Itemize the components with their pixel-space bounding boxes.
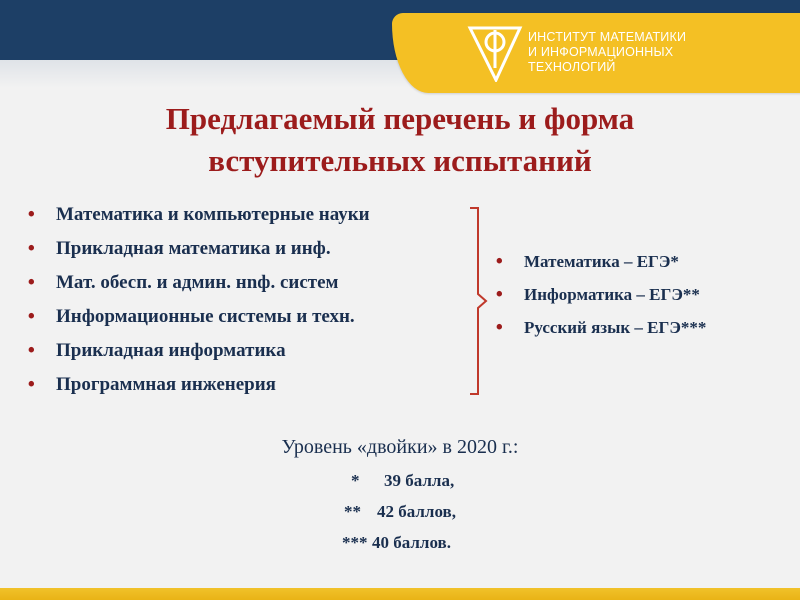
threshold-value: 39 балла, xyxy=(384,471,455,490)
grouping-bracket xyxy=(468,206,494,396)
bullet-icon: • xyxy=(28,238,35,259)
programs-list xyxy=(28,198,370,402)
exams-list xyxy=(496,245,706,344)
institute-name xyxy=(528,30,738,75)
program-label: Программная инженерия xyxy=(56,374,276,395)
exam-label: Информатика – ЕГЭ** xyxy=(524,285,700,304)
exam-label: Математика – ЕГЭ* xyxy=(524,252,679,271)
bullet-icon: • xyxy=(496,317,503,338)
slide-title-line-2: вступительных испытаний xyxy=(208,143,592,178)
program-label: Информационные системы и техн. xyxy=(56,306,355,327)
slide-title-line-1: Предлагаемый перечень и форма xyxy=(165,101,635,136)
institute-logo-icon xyxy=(464,22,526,82)
program-item xyxy=(28,334,370,368)
threshold-mark: ** xyxy=(344,502,361,521)
program-label: Математика и компьютерные науки xyxy=(56,204,370,225)
exam-item xyxy=(496,245,706,278)
bullet-icon: • xyxy=(496,251,503,272)
program-label: Прикладная информатика xyxy=(56,340,286,361)
program-label: Прикладная математика и инф. xyxy=(56,238,331,259)
program-label: Мат. обесп. и админ. нnф. систем xyxy=(56,272,339,293)
institute-name-line-3: ТЕХНОЛОГИЙ xyxy=(528,60,616,74)
threshold-heading: Уровень «двойки» в 2020 г.: xyxy=(281,436,519,458)
threshold-mark: *** xyxy=(342,533,368,552)
threshold-row xyxy=(342,532,451,554)
bullet-icon: • xyxy=(28,272,35,293)
slide-title xyxy=(60,98,740,182)
exam-item xyxy=(496,311,706,344)
program-item xyxy=(28,198,370,232)
bullet-icon: • xyxy=(28,204,35,225)
threshold-mark: * xyxy=(351,471,360,490)
bullet-icon: • xyxy=(28,306,35,327)
bullet-icon: • xyxy=(496,284,503,305)
exam-label: Русский язык – ЕГЭ*** xyxy=(524,318,707,337)
threshold-value: 40 баллов. xyxy=(372,533,451,552)
threshold-row xyxy=(344,501,456,523)
exam-item xyxy=(496,278,706,311)
institute-name-line-2: И ИНФОРМАЦИОННЫХ xyxy=(528,45,674,59)
institute-name-line-1: ИНСТИТУТ МАТЕМАТИКИ xyxy=(528,30,687,44)
threshold-value: 42 баллов, xyxy=(377,502,456,521)
bullet-icon: • xyxy=(28,374,35,395)
program-item xyxy=(28,300,370,334)
program-item xyxy=(28,368,370,402)
bullet-icon: • xyxy=(28,340,35,361)
footer-stripe xyxy=(0,588,800,600)
threshold-row xyxy=(351,470,454,492)
program-item xyxy=(28,266,370,300)
program-item xyxy=(28,232,370,266)
